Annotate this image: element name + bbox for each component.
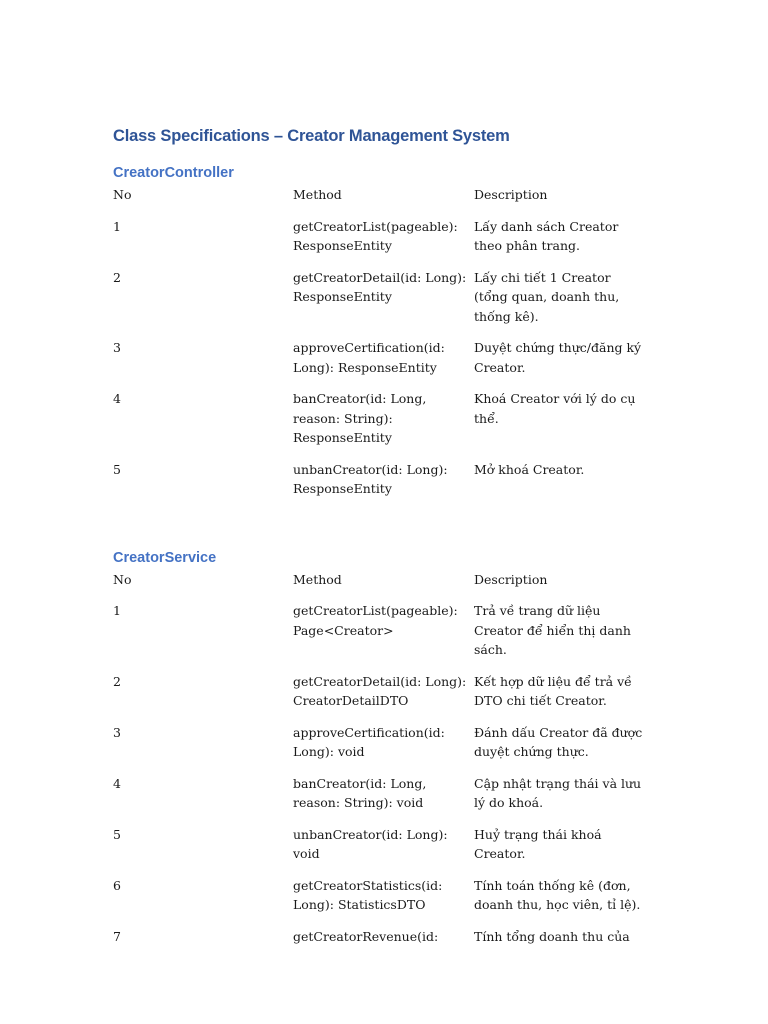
- column-header-method: Method: [293, 571, 342, 587]
- table-row: [113, 601, 653, 672]
- row-number: 2: [113, 269, 121, 285]
- row-method: getCreatorList(pageable): Page<Creator>: [293, 603, 458, 638]
- row-description: Cập nhật trạng thái và lưu lý do khoá.: [474, 775, 642, 810]
- row-number: 3: [113, 724, 121, 740]
- row-method: getCreatorDetail(id: Long): CreatorDetailDTO: [293, 673, 467, 708]
- table-row: [113, 825, 653, 876]
- table-header-row: [113, 185, 653, 217]
- row-method: unbanCreator(id: Long): void: [293, 826, 448, 861]
- row-number: 4: [113, 775, 121, 791]
- section-title: CreatorService: [113, 549, 217, 566]
- row-number: 5: [113, 826, 121, 842]
- row-description: Đánh dấu Creator đã được duyệt chứng thực.: [474, 724, 643, 759]
- row-number: 4: [113, 391, 121, 406]
- table-row: [113, 672, 653, 723]
- table-row: [113, 338, 653, 389]
- row-number: 5: [113, 461, 121, 477]
- row-number: 2: [113, 673, 121, 689]
- row-method: banCreator(id: Long, reason: String): void: [293, 775, 427, 810]
- row-method: banCreator(id: Long, reason: String): ResponseEntity: [293, 391, 427, 445]
- row-number: 7: [113, 928, 121, 944]
- row-method: approveCertification(id: Long): ResponseEntity: [293, 340, 445, 375]
- row-description: Duyệt chứng thực/đăng ký Creator.: [474, 340, 642, 375]
- table-row: [113, 927, 653, 959]
- row-method: unbanCreator(id: Long): ResponseEntity: [293, 461, 448, 496]
- row-description: Lấy chi tiết 1 Creator (tổng quan, doanh thu, thống kê).: [474, 269, 620, 324]
- table-row: [113, 460, 653, 511]
- row-number: 1: [113, 603, 121, 618]
- row-number: 3: [113, 340, 121, 355]
- row-method: getCreatorDetail(id: Long): ResponseEntity: [293, 269, 467, 304]
- section-creator-service: [113, 546, 653, 959]
- row-description: Khoá Creator với lý do cụ thể.: [474, 391, 636, 426]
- table-header-row: [113, 570, 653, 602]
- document-title: Class Specifications – Creator Management System: [113, 127, 510, 145]
- method-table: [113, 570, 653, 959]
- table-row: [113, 217, 653, 268]
- table-row: [113, 774, 653, 825]
- column-header-no: No: [113, 187, 132, 202]
- document-page: [113, 124, 653, 958]
- table-row: [113, 268, 653, 339]
- row-description: Lấy danh sách Creator theo phân trang.: [474, 218, 619, 253]
- row-method: approveCertification(id: Long): void: [293, 724, 445, 759]
- row-description: Huỷ trạng thái khoá Creator.: [474, 826, 602, 861]
- row-description: Trả về trang dữ liệu Creator để hiển thị danh sách.: [474, 603, 631, 657]
- row-description: Mở khoá Creator.: [474, 461, 585, 477]
- column-header-description: Description: [474, 571, 548, 587]
- row-method: getCreatorStatistics(id: Long): StatisticsDTO: [293, 877, 443, 912]
- row-description: Kết hợp dữ liệu để trả về DTO chi tiết Creator.: [474, 673, 632, 708]
- column-header-no: No: [113, 571, 132, 587]
- column-header-method: Method: [293, 187, 342, 202]
- row-description: Tính toán thống kê (đơn, doanh thu, học viên, tỉ lệ).: [474, 877, 641, 912]
- table-row: [113, 876, 653, 927]
- row-method: getCreatorList(pageable): ResponseEntity: [293, 218, 458, 253]
- section-title: CreatorController: [113, 165, 234, 181]
- table-row: [113, 723, 653, 774]
- row-method: getCreatorRevenue(id:: [293, 928, 439, 944]
- section-creator-controller: [113, 161, 653, 511]
- row-description: Tính tổng doanh thu của: [474, 928, 630, 944]
- row-number: 6: [113, 877, 121, 893]
- column-header-description: Description: [474, 187, 548, 202]
- table-row: [113, 389, 653, 460]
- method-table: [113, 185, 653, 511]
- row-number: 1: [113, 218, 121, 234]
